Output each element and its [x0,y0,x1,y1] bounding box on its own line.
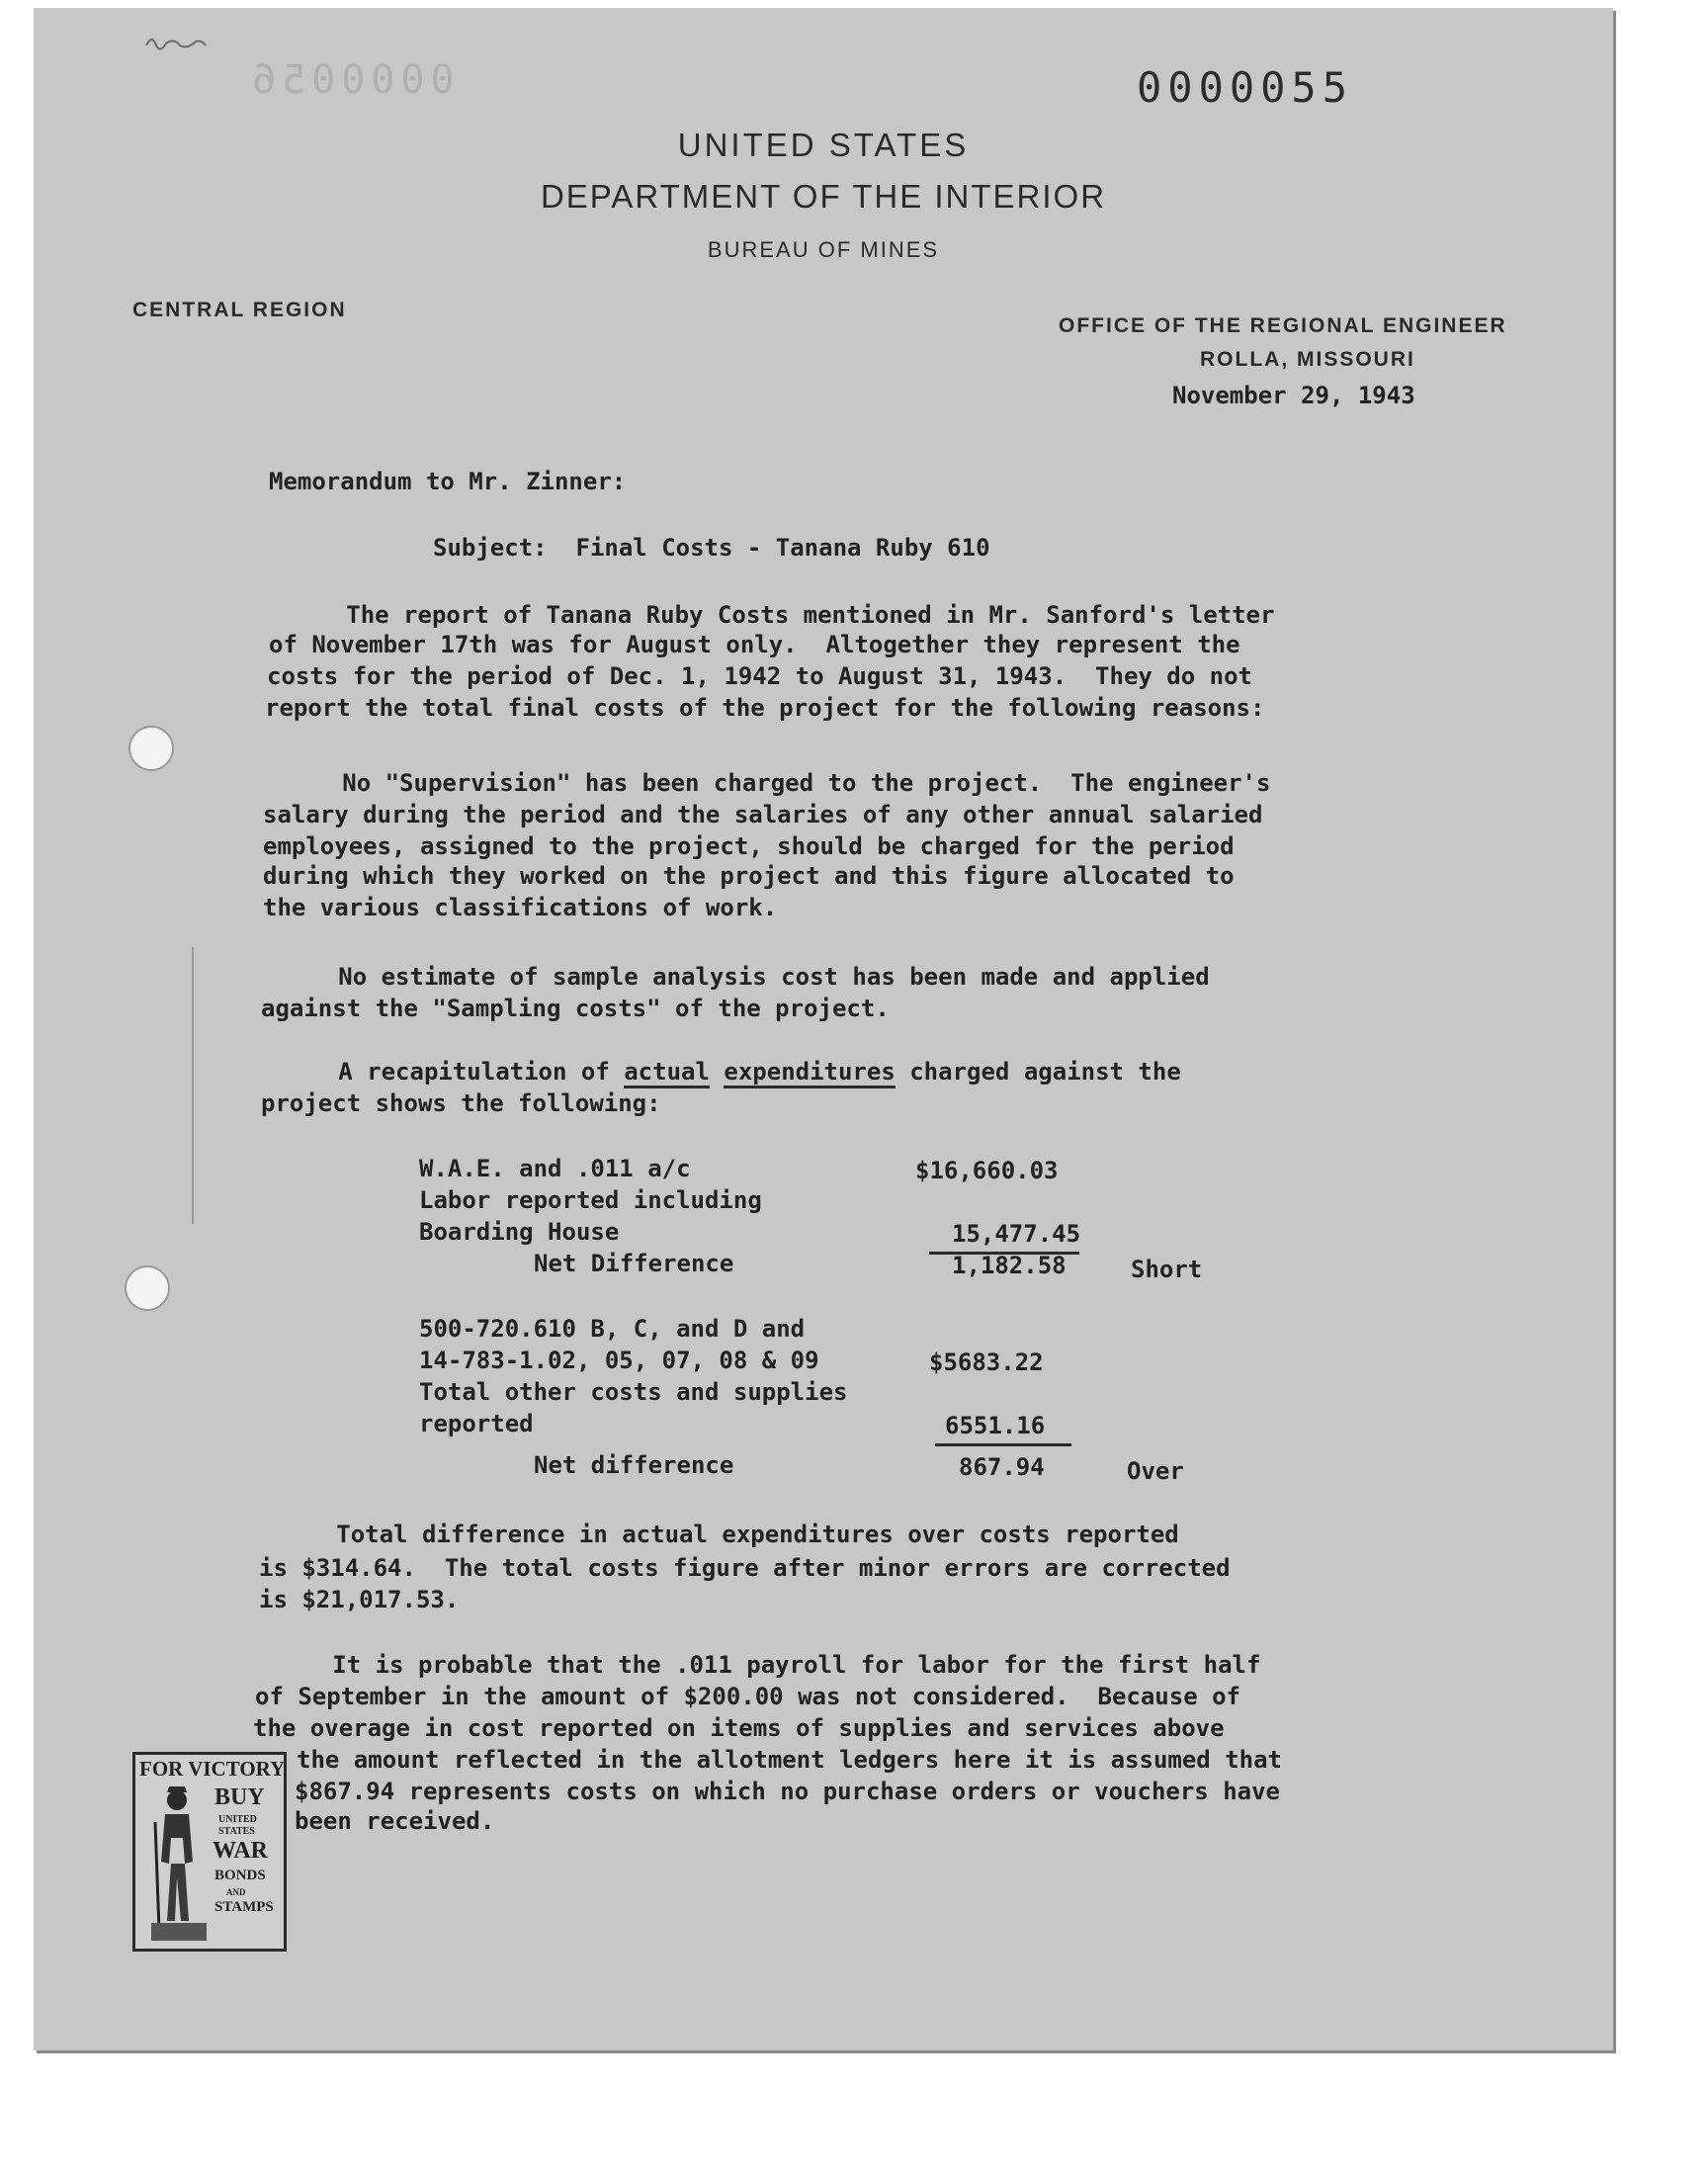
war-bonds-stamp [132,1752,287,1952]
punch-hole-bottom [125,1265,170,1311]
paragraph-2-line-1: No "Supervision" has been charged to the project. The engineer's [271,769,1271,797]
paragraph-6-line-3: the overage in cost reported on items of supplies and services above [253,1714,1225,1742]
document-number: 0000055 [1137,63,1354,112]
table2-net-value: 867.94 [959,1453,1045,1481]
table1-row1-value: $16,660.03 [915,1157,1059,1184]
document-page [34,8,1613,2050]
paragraph-6-line-4: the amount reflected in the allotment ledgers here it is assumed that [297,1746,1282,1774]
stamp-line-7: AND [226,1887,246,1897]
table1-row3-value: 15,477.45 [952,1220,1081,1248]
letterhead-line-2: DEPARTMENT OF THE INTERIOR [540,178,1107,215]
paragraph-2-line-4: during which they worked on the project and this figure allocated to [263,862,1235,890]
paragraph-3-line-2: against the "Sampling costs" of the project. [261,995,890,1022]
stamp-line-8: STAMPS [214,1899,274,1915]
letterhead-line-1: UNITED STATES [677,127,970,163]
memo-addressee: Memorandum to Mr. Zinner: [269,468,627,495]
minuteman-icon [141,1783,214,1945]
table1-row3-label: Boarding House [419,1218,620,1246]
paragraph-4-suffix: charged against the [895,1058,1181,1086]
bleed-through-number: 0000056 [246,57,455,103]
stamp-line-2: BUY [214,1784,265,1810]
paragraph-6-line-2: of September in the amount of $200.00 was not considered. Because of [255,1683,1240,1710]
table2-net-label: Net difference [534,1451,734,1479]
memo-date: November 29, 1943 [1172,382,1415,409]
paragraph-2-line-3: employees, assigned to the project, should be charged for the period [263,832,1235,860]
table1-net-note: Short [1131,1256,1203,1283]
table1-row1-label: W.A.E. and .011 a/c [419,1155,691,1182]
table2-net-note: Over [1127,1457,1184,1485]
paragraph-4-line-2: project shows the following: [261,1089,661,1117]
letterhead-line-3: BUREAU OF MINES [707,237,940,262]
table1-net-value: 1,182.58 [952,1252,1067,1279]
city-label: ROLLA, MISSOURI [1200,348,1415,371]
table1-row2-label: Labor reported including [419,1186,762,1214]
table2-row4-value: 6551.16 [945,1412,1046,1439]
table2-row2-label: 14-783-1.02, 05, 07, 08 & 09 [419,1347,819,1374]
paragraph-5-line-1: Total difference in actual expenditures over costs reported [265,1521,1179,1548]
punch-hole-top [128,726,174,771]
paragraph-1-line-4: report the total final costs of the project for the following reasons: [265,694,1265,722]
stamp-line-4: STATES [218,1826,255,1837]
paragraph-1-line-2: of November 17th was for August only. Altogether they represent the [269,631,1240,658]
table2-row1-label: 500-720.610 B, C, and D and [419,1315,806,1343]
memo-subject: Subject: Final Costs - Tanana Ruby 610 [433,534,990,562]
paragraph-5-line-3: is $21,017.53. [259,1586,460,1613]
table2-row4-label: reported [419,1410,534,1437]
paragraph-2-line-5: the various classifications of work. [263,894,778,921]
stamp-line-3: UNITED [218,1814,257,1825]
stamp-line-5: WAR [213,1838,269,1864]
stamp-line-1: FOR VICTORY [139,1757,286,1781]
paragraph-4-line-1 [267,1058,1181,1086]
paragraph-4-prefix: A recapitulation of [267,1058,625,1086]
fold-mark [192,947,194,1224]
table1-net-label: Net Difference [534,1250,734,1277]
paragraph-2-line-2: salary during the period and the salaries of any other annual salaried [263,801,1263,828]
table2-row3-label: Total other costs and supplies [419,1378,848,1406]
paragraph-6-line-1: It is probable that the .011 payroll for labor for the first half [261,1651,1261,1679]
underlined-word-actual: actual [624,1058,710,1088]
region-label: CENTRAL REGION [132,299,347,321]
paragraph-6-line-6: been received. [295,1807,495,1835]
table2-row2-value: $5683.22 [929,1348,1044,1376]
paragraph-1-line-3: costs for the period of Dec. 1, 1942 to August 31, 1943. They do not [267,662,1252,690]
pencil-mark [142,28,221,57]
paragraph-6-line-5: $867.94 represents costs on which no purchase orders or vouchers have [295,1778,1280,1805]
office-label: OFFICE OF THE REGIONAL ENGINEER [1059,314,1507,337]
paragraph-3-line-1: No estimate of sample analysis cost has been made and applied [267,963,1210,991]
table2-sum-rule [935,1443,1071,1446]
paragraph-5-line-2: is $314.64. The total costs figure after minor errors are corrected [259,1554,1231,1582]
underlined-word-expenditures: expenditures [724,1058,895,1088]
paragraph-1-line-1: The report of Tanana Ruby Costs mentioned in Mr. Sanford's letter [275,601,1275,629]
stamp-line-6: BONDS [214,1868,266,1883]
